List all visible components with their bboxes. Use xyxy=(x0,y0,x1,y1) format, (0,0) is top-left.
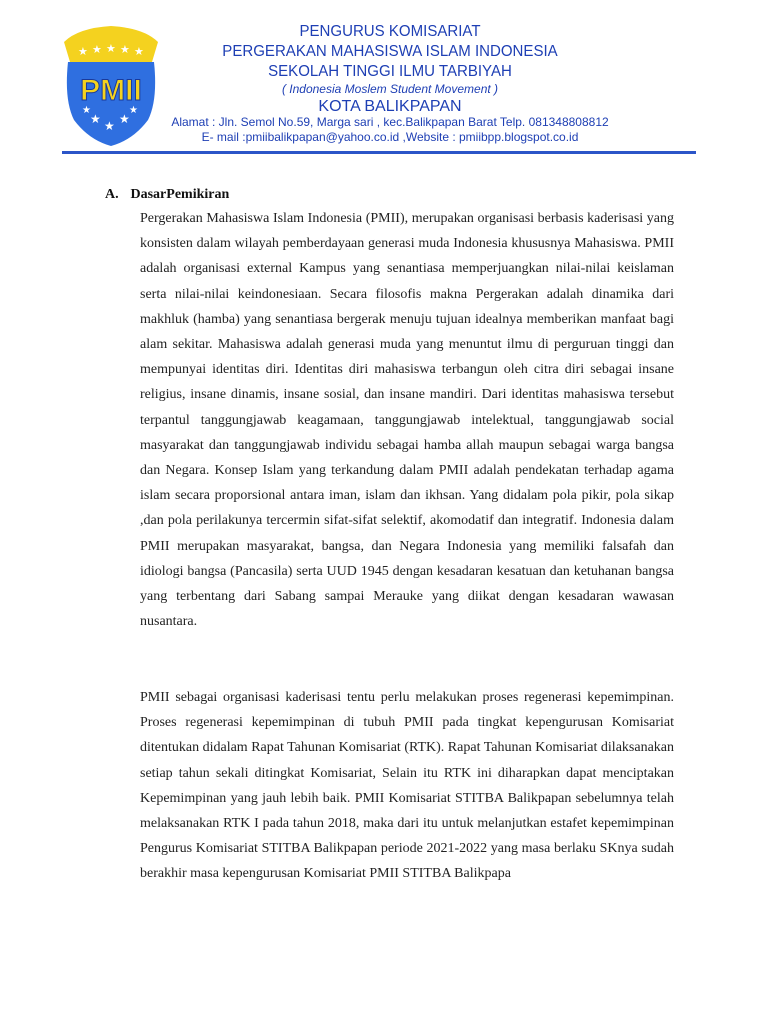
letterhead-line2: PERGERAKAN MAHASISWA ISLAM INDONESIA xyxy=(222,43,558,60)
letterhead-email-website: E- mail :pmiibalikpapan@yahoo.co.id ,Website : pmiibpp.blogspot.co.id xyxy=(201,130,579,144)
letterhead-city: KOTA BALIKPAPAN xyxy=(318,98,462,115)
svg-text:★: ★ xyxy=(78,45,88,58)
svg-text:★: ★ xyxy=(104,119,115,133)
section-title: DasarPemikiran xyxy=(130,187,230,202)
svg-text:★: ★ xyxy=(134,45,144,58)
section-letter: A. xyxy=(105,187,119,202)
section-heading xyxy=(105,187,229,203)
paragraph-2: PMII sebagai organisasi kaderisasi tentu perlu melakukan proses regenerasi kepemimpinan. Proses regenerasi kepemimpinan di tubuh PMII pada tingkat kepengurusan Komisariat ditentukan didalam Rapat Tahunan Komisariat (RTK). Rapat Tahunan Komisariat dilaksanakan setiap tahun sekali ditingkat Komisariat, Selain itu RTK ini diharapkan dapat menciptakan Kepemimpinan yang jauh lebih baik. PMII Komisariat STITBA Balikpapan sebelumnya telah melaksanakan RTK I pada tahun 2018, maka dari itu untuk melanjutkan estafet kepemimpinan Pengurus Komisariat STITBA Balikpapan periode 2021-2022 yang masa berlaku SKnya sudah berakhir masa kepengurusan Komisariat PMII STITBA Balikpapa xyxy=(140,690,674,882)
letterhead-title-block xyxy=(160,22,620,118)
letterhead-line1: PENGURUS KOMISARIAT xyxy=(299,23,481,40)
svg-text:★: ★ xyxy=(120,43,130,56)
svg-text:★: ★ xyxy=(92,43,102,56)
svg-text:★: ★ xyxy=(82,105,91,116)
svg-text:PMII: PMII xyxy=(80,74,142,107)
svg-text:★: ★ xyxy=(119,112,130,126)
letterhead-tagline: ( Indonesia Moslem Student Movement ) xyxy=(281,82,499,96)
svg-text:★: ★ xyxy=(106,42,116,55)
paragraph-1: Pergerakan Mahasiswa Islam Indonesia (PMII), merupakan organisasi berbasis kaderisasi yang konsisten dalam wilayah pemberdayaan generasi muda Indonesia khususnya Mahasiswa. PMII adalah organisasi external Kampus yang senantiasa memperjuangkan nilai-nilai keislaman serta nilai-nilai keindonesiaan. Secara filosofis makna Pergerakan adalah dinamika dari makhluk (hamba) yang senantiasa bergerak menuju tujuan idealnya memberikan manfaat bagi alam sekitar. Mahasiswa adalah generasi muda yang menuntut ilmu di perguruan tinggi dan mempunyai identitas diri. Identitas diri mahasiswa terbangun oleh citra diri sebagai insane religius, insane dinamis, insane sosial, dan insane mandiri. Dari identitas mahasiswa tersebut terpantul tanggungjawab keagamaan, tanggungjawab intelektual, tanggungjawab social masyarakat dan tanggungjawab individu sebagai hamba allah maupun sebagai warga bangsa dan Negara. Konsep Islam yang terkandung dalam PMII adalah pendekatan terhadap agama islam secara proporsional antara iman, islam dan ikhsan. Yang didalam pola pikir, pola sikap ,dan pola perilakunya tercermin sifat-sifat selektif, akomodatif dan integratif. Indonesia dalam PMII merupakan masyarakat, bangsa, dan Negara Indonesia yang memiliki falsafah dan idiologi bangsa (Pancasila) serta UUD 1945 dengan kesadaran kesatuan dan ketuhanan bangsa yang terbentang dari Sabang sampai Merauke yang diikat dengan kesadaran wawasan nusantara. xyxy=(140,211,674,630)
letterhead-address: Alamat : Jln. Semol No.59, Marga sari , kec.Balikpapan Barat Telp. 081348808812 xyxy=(171,115,609,129)
letterhead-divider xyxy=(62,151,696,154)
letterhead-contact-block xyxy=(150,115,630,145)
letterhead-line3: SEKOLAH TINGGI ILMU TARBIYAH xyxy=(268,63,512,80)
pmii-logo xyxy=(58,20,164,148)
svg-text:★: ★ xyxy=(90,112,101,126)
svg-text:★: ★ xyxy=(129,105,138,116)
